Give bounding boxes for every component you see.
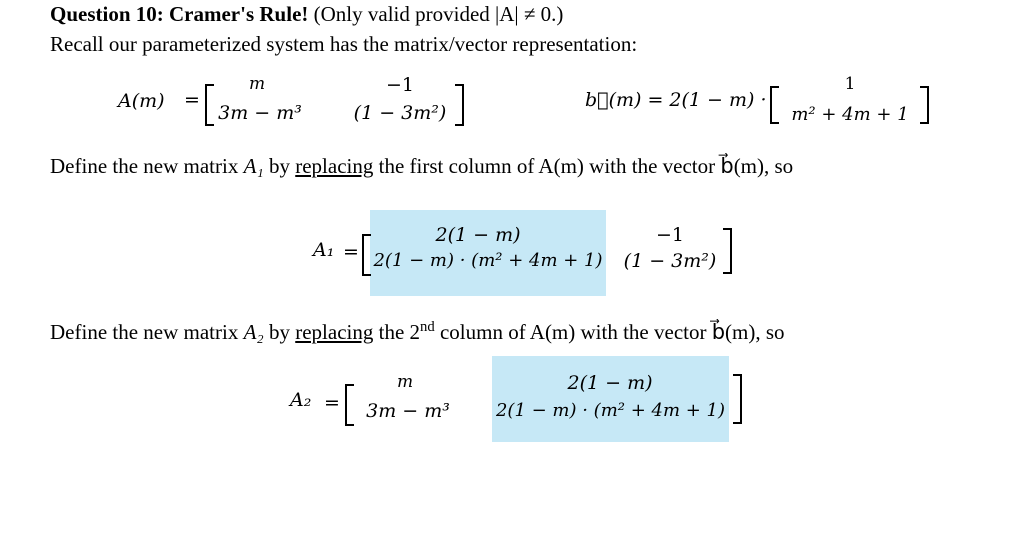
matrix-a1-equals: = [343,241,359,263]
matrix-a2-lhs: A₂ [290,389,312,411]
matrix-a2-equals: = [324,392,340,414]
matrix-a-r1c1: m [248,74,266,94]
matrix-a1-r2c2: (1 − 3m²) [623,250,717,272]
matrix-a2-right-bracket [733,374,742,424]
intro-text: Recall our parameterized system has the matrix/vector representation: [50,32,638,56]
vector-b-lhs: b⃗(m) = 2(1 − m) · [585,89,767,111]
define-a2-text: Define the new matrix A₂ by replacing the 2nd column of A(m) with the vector b⃗(m), so [50,319,785,344]
matrix-a2-left-bracket [345,384,354,426]
matrix-a-right-bracket [455,84,464,126]
question-heading [50,2,563,27]
vector-b-top: 1 [844,74,856,94]
matrix-a1-r1c1: 2(1 − m) [435,224,521,246]
matrix-a2-r1c1: m [396,372,414,392]
vector-b-right-bracket [920,86,929,124]
matrix-a-lhs: A(m) [118,90,165,112]
question-title: Question 10: Cramer's Rule! [50,2,309,26]
a2-highlight-column [492,356,729,442]
matrix-a2-r2c2: 2(1 − m) · (m² + 4m + 1) [495,400,726,421]
matrix-a-r2c2: (1 − 3m²) [353,102,447,124]
matrix-a-r1c2: −1 [385,74,414,96]
matrix-a1-r1c2: −1 [655,224,684,246]
replacing-underlined: replacing [295,154,374,178]
matrix-a1-right-bracket [723,228,732,274]
matrix-a-equals: = [184,89,200,111]
matrix-a2-r1c2: 2(1 − m) [567,372,653,394]
define-a1-text: Define the new matrix A₁ by replacing the first column of A(m) with the vector b⃗(m), so [50,154,794,178]
replacing-underlined: replacing [295,320,374,344]
matrix-a-r2c1: 3m − m³ [218,102,302,124]
matrix-a1-lhs: A₁ [313,239,335,261]
matrix-a2-r2c1: 3m − m³ [366,400,450,422]
vector-b-bottom: m² + 4m + 1 [791,104,909,125]
matrix-a1-r2c1: 2(1 − m) · (m² + 4m + 1) [373,250,603,271]
question-condition: (Only valid provided |A| ≠ 0.) [308,2,564,26]
